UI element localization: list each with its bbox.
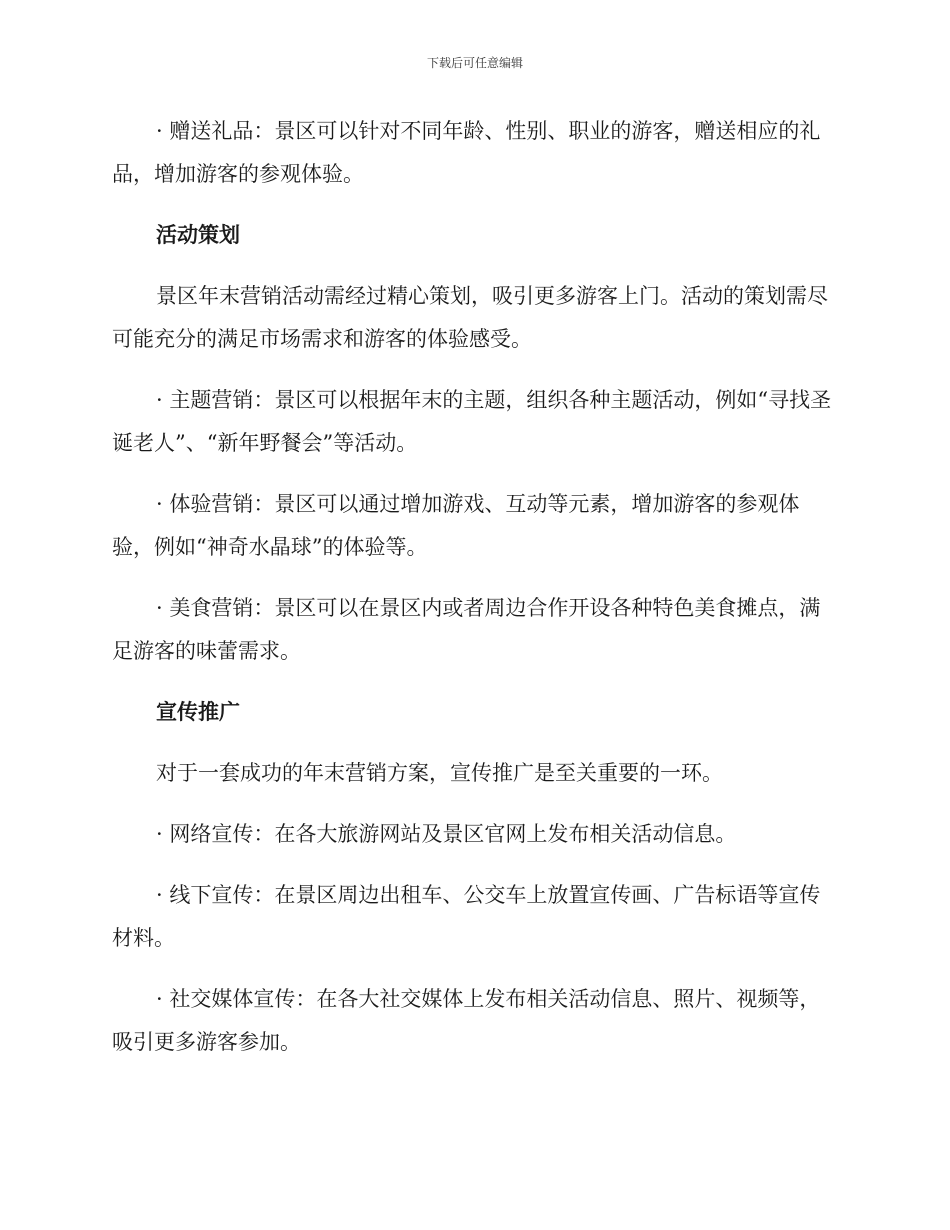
paragraph-offline-promotion: · 线下宣传：在景区周边出租车、公交车上放置宣传画、广告标语等宣传材料。 [112,883,821,950]
paragraph-promotion-intro: 对于一套成功的年末营销方案，宣传推广是至关重要的一环。 [156,761,723,785]
paragraph-planning-intro: 景区年末营销活动需经过精心策划，吸引更多游客上门。活动的策划需尽可能充分的满足市场需求和游客的体验感受。 [112,284,828,351]
paragraph-food-marketing: · 美食营销：景区可以在景区内或者周边合作开设各种特色美食摊点，满足游客的味蕾需求。 [112,596,821,663]
paragraph-online-promotion: · 网络宣传：在各大旅游网站及景区官网上发布相关活动信息。 [156,822,737,846]
section-heading-activity-planning: 活动策划 [156,223,240,247]
paragraph-social-media-promotion: · 社交媒体宣传：在各大社交媒体上发布相关活动信息、照片、视频等，吸引更多游客参加。 [112,987,821,1054]
paragraph-theme-marketing: · 主题营销：景区可以根据年末的主题，组织各种主题活动，例如“寻找圣诞老人”、“新年野餐会”等活动。 [112,388,832,455]
section-heading-promotion: 宣传推广 [156,700,240,724]
paragraph-gifts: · 赠送礼品：景区可以针对不同年龄、性别、职业的游客，赠送相应的礼品，增加游客的参观体验。 [112,119,821,186]
paragraph-experience-marketing: · 体验营销：景区可以通过增加游戏、互动等元素，增加游客的参观体验，例如“神奇水晶球”的体验等。 [112,492,800,559]
page-header: 下载后可任意编辑 [426,56,523,70]
document-body [112,110,834,1082]
